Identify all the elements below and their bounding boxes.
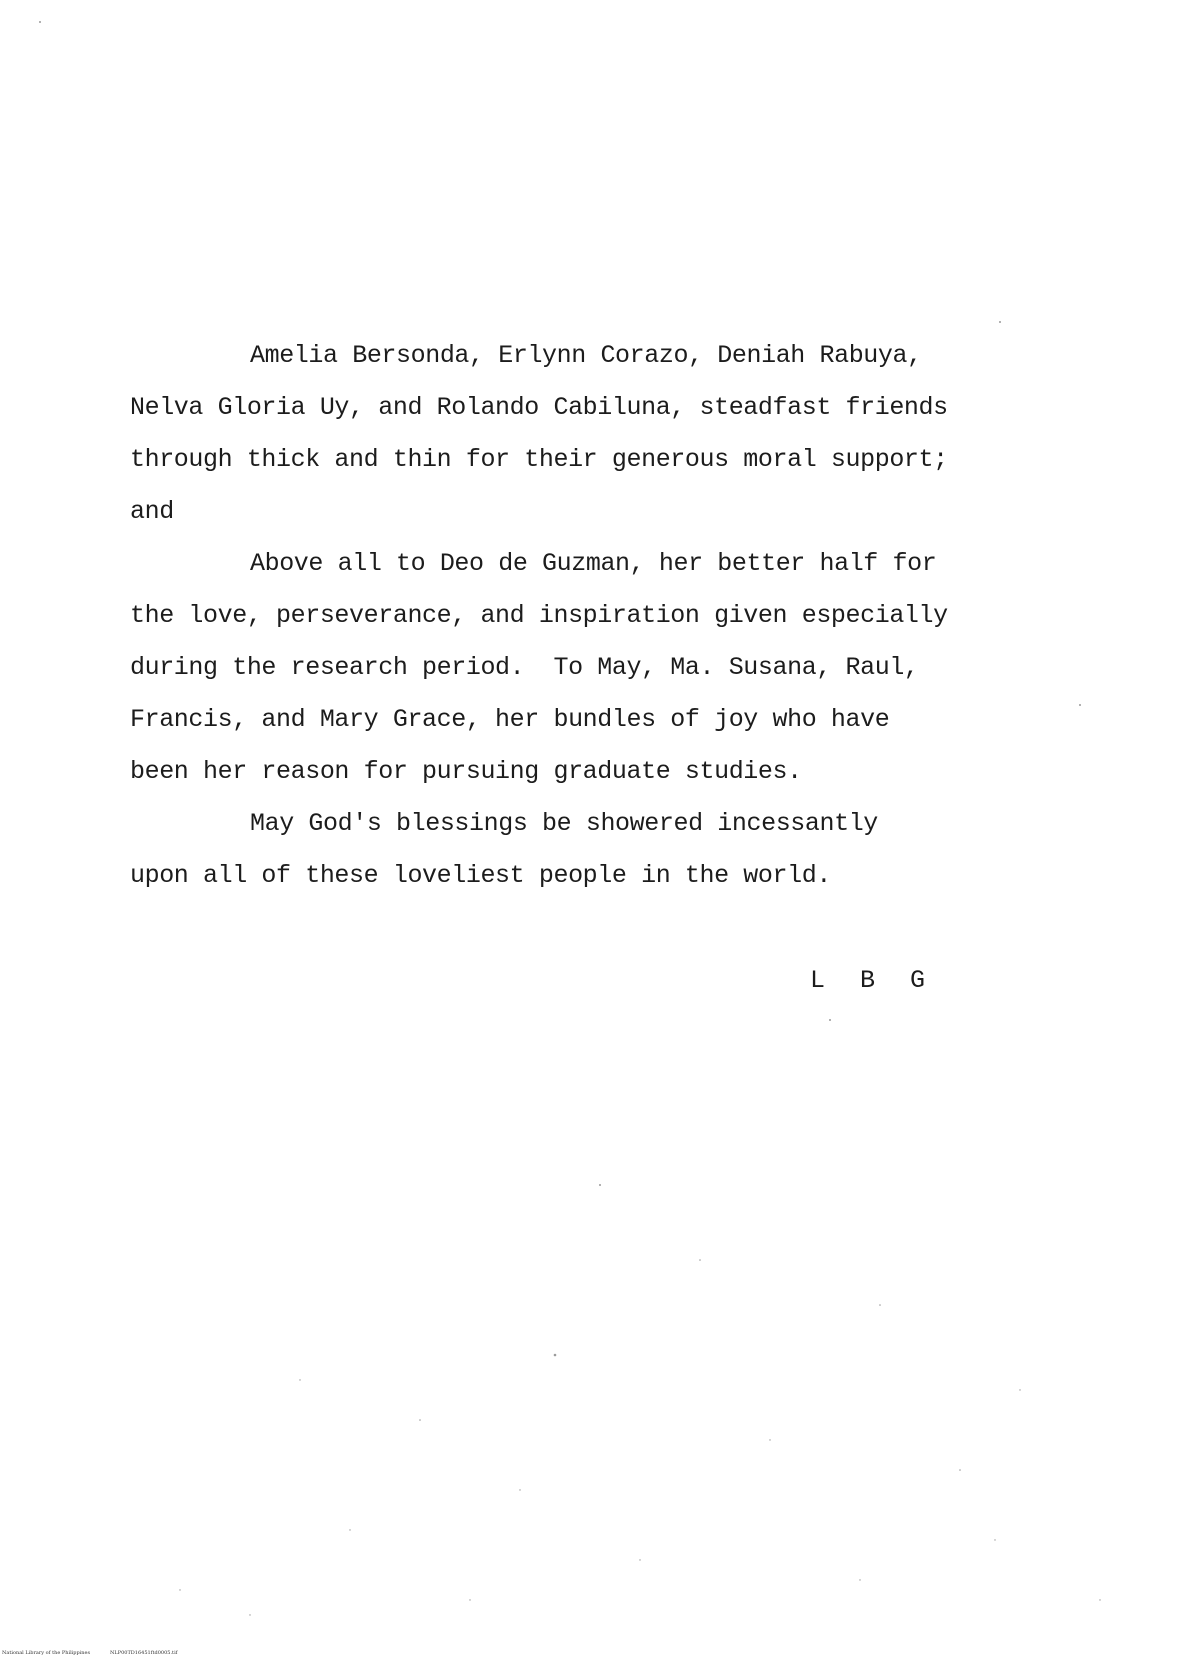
text-line: upon all of these loveliest people in the world.: [130, 861, 831, 890]
text-line: been her reason for pursuing graduate studies.: [130, 757, 802, 786]
text-line: and: [130, 497, 174, 526]
text-line: Amelia Bersonda, Erlynn Corazo, Deniah Rabuya,: [250, 341, 922, 370]
text-line: Nelva Gloria Uy, and Rolando Cabiluna, steadfast friends: [130, 393, 948, 422]
text-line: through thick and thin for their generous moral support;: [130, 445, 948, 474]
footer-source: National Library of the Philippines: [2, 1650, 91, 1656]
footer-filename: NLP00TD16451ftd0005.tif: [110, 1650, 178, 1656]
signature-initials: L B G: [810, 966, 936, 995]
scan-footer: [2, 1650, 198, 1656]
text-line: during the research period. To May, Ma. Susana, Raul,: [130, 653, 919, 682]
acknowledgment-text: [130, 330, 1050, 902]
text-line: Francis, and Mary Grace, her bundles of joy who have: [130, 705, 890, 734]
text-line: the love, perseverance, and inspiration given especially: [130, 601, 948, 630]
text-line: Above all to Deo de Guzman, her better half for: [250, 549, 937, 578]
text-line: May God's blessings be showered incessantly: [250, 809, 878, 838]
